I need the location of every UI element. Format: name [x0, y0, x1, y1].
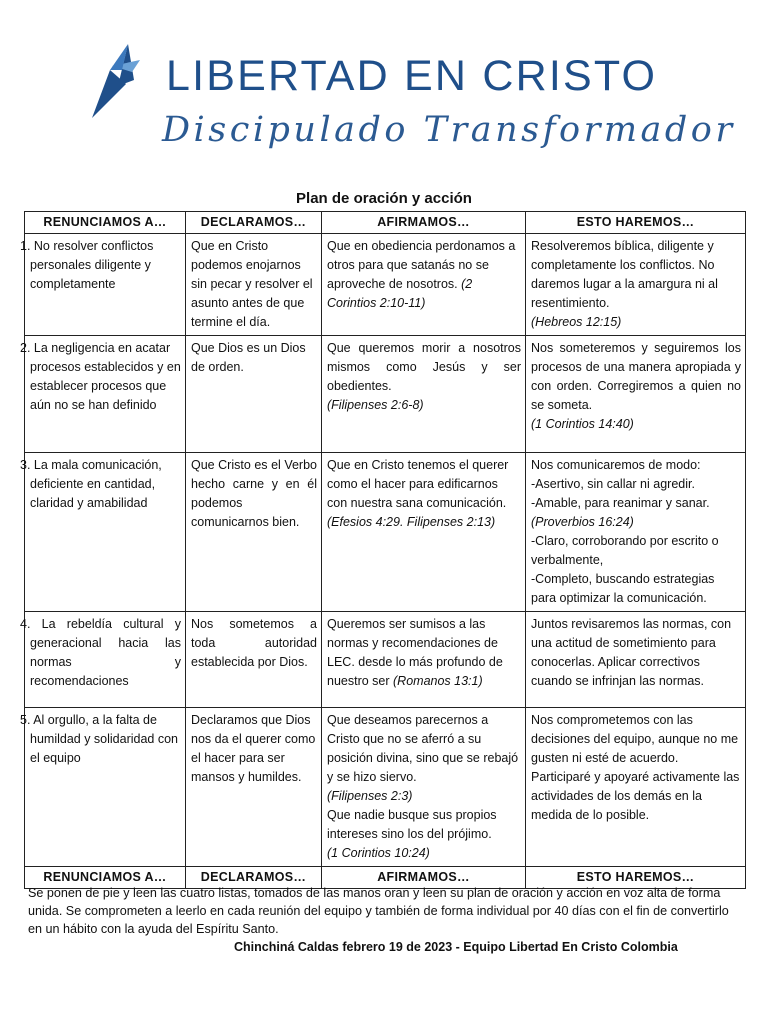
column-header-renunciamos: RENUNCIAMOS A… [25, 212, 186, 234]
declaramos-cell: Que Dios es un Dios de orden. [186, 336, 322, 453]
column-footer-renunciamos: RENUNCIAMOS A… [25, 867, 186, 889]
declaramos-cell: Que en Cristo podemos enojarnos sin pecar y resolver el asunto antes de que termine el día. [186, 234, 322, 336]
column-header-afirmamos: AFIRMAMOS… [322, 212, 526, 234]
bible-reference: (Filipenses 2:6-8) [327, 398, 424, 412]
column-header-haremos: ESTO HAREMOS… [526, 212, 746, 234]
haremos-item: -Claro, corroborando por escrito o verbalmente, [531, 534, 719, 567]
afirmamos-text: Que queremos morir a nosotros mismos como Jesús y ser obedientes. [327, 341, 521, 393]
afirmamos-text: Que en obediencia perdonamos a otros para que satanás no se aproveche de nosotros. [327, 239, 516, 291]
cross-logo-icon [88, 40, 146, 122]
declaramos-cell: Que Cristo es el Verbo hecho carne y en él podemos comunicarnos bien. [186, 453, 322, 612]
haremos-item: -Completo, buscando estrategias para optimizar la comunicación. [531, 572, 715, 605]
afirmamos-cell [322, 336, 526, 453]
bible-reference: (Efesios 4:29. Filipenses 2:13) [327, 515, 496, 529]
table-row [25, 336, 746, 453]
renunciamos-cell: 1. No resolver conflictos personales diligente y completamente [25, 234, 186, 336]
brand-name: LIBERTAD EN CRISTO [166, 52, 658, 100]
afirmamos-text: Que deseamos parecernos a Cristo que no se aferró a su posición divina, sino que se rebajó y se hizo siervo. [327, 713, 519, 784]
afirmamos-cell [322, 612, 526, 708]
table-row [25, 612, 746, 708]
bible-reference: (1 Corintios 14:40) [531, 417, 634, 431]
bible-reference: (Proverbios 16:24) [531, 515, 634, 529]
column-header-declaramos: DECLARAMOS… [186, 212, 322, 234]
haremos-cell [526, 453, 746, 612]
renunciamos-cell: 3. La mala comunicación, deficiente en cantidad, claridad y amabilidad [25, 453, 186, 612]
haremos-text: Nos someteremos y seguiremos los procesos de una manera apropiada y con orden. Corregiremos a quien no se someta. [531, 341, 741, 412]
instructions-paragraph: Se ponen de pie y leen las cuatro listas, tomados de las manos oran y leen su plan de oración y acción en voz alta de forma unida. Se comprometen a leerlo en cada reunión del equipo y también de forma individual por 40 días con el fin de convertirlo en un hábito con la ayuda del Espíritu Santo. [28, 886, 729, 936]
declaramos-cell: Nos sometemos a toda autoridad establecida por Dios. [186, 612, 322, 708]
afirmamos-cell [322, 234, 526, 336]
afirmamos-text: Que nadie busque sus propios intereses sino los del prójimo. [327, 808, 497, 841]
haremos-text: Resolveremos bíblica, diligente y completamente los conflictos. No daremos lugar a la amargura ni al resentimiento. [531, 239, 718, 310]
table-row [25, 708, 746, 867]
renunciamos-cell: 2. La negligencia en acatar procesos establecidos y en establecer procesos que aún no se han definido [25, 336, 186, 453]
bible-reference: (Filipenses 2:3) [327, 789, 413, 803]
afirmamos-cell [322, 453, 526, 612]
haremos-item: -Asertivo, sin callar ni agredir. [531, 477, 695, 491]
column-footer-afirmamos: AFIRMAMOS… [322, 867, 526, 889]
bible-reference: (1 Corintios 10:24) [327, 846, 430, 860]
table-row [25, 234, 746, 336]
table-row [25, 453, 746, 612]
haremos-cell [526, 234, 746, 336]
page-title: Plan de oración y acción [296, 190, 472, 207]
bible-reference: (2 Corintios 2:10-11) [327, 277, 473, 310]
bible-reference: (Romanos 13:1) [393, 674, 483, 688]
plan-table [20, 211, 746, 889]
renunciamos-cell: 4. La rebeldía cultural y generacional hacia las normas y recomendaciones [25, 612, 186, 708]
declaramos-cell: Declaramos que Dios nos da el querer como el hacer para ser mansos y humildes. [186, 708, 322, 867]
signature-line: Chinchiná Caldas febrero 19 de 2023 - Equipo Libertad En Cristo Colombia [234, 940, 678, 954]
haremos-cell [526, 336, 746, 453]
haremos-intro: Nos comunicaremos de modo: [531, 458, 701, 472]
bible-reference: (Hebreos 12:15) [531, 315, 622, 329]
column-footer-declaramos: DECLARAMOS… [186, 867, 322, 889]
afirmamos-cell [322, 708, 526, 867]
table-header-row [25, 212, 746, 234]
haremos-item: -Amable, para reanimar y sanar. [531, 496, 710, 510]
afirmamos-text: Queremos ser sumisos a las normas y recomendaciones de LEC. desde lo más profundo de nuestro ser [327, 617, 503, 688]
logo [88, 38, 736, 168]
haremos-cell: Nos comprometemos con las decisiones del equipo, aunque no me gusten ni esté de acuerdo. Participaré y apoyaré activamente las actividades de los demás en la medida de lo posible. [526, 708, 746, 867]
renunciamos-cell: 5. Al orgullo, a la falta de humildad y solidaridad con el equipo [25, 708, 186, 867]
haremos-cell: Juntos revisaremos las normas, con una actitud de sometimiento para conocerlas. Aplicar correctivos cuando se infrinjan las normas. [526, 612, 746, 708]
afirmamos-text: Que en Cristo tenemos el querer como el hacer para edificarnos con nuestra sana comunicación. [327, 458, 509, 510]
column-footer-haremos: ESTO HAREMOS… [526, 867, 746, 889]
brand-tagline: Discipulado Transformador [162, 110, 736, 150]
